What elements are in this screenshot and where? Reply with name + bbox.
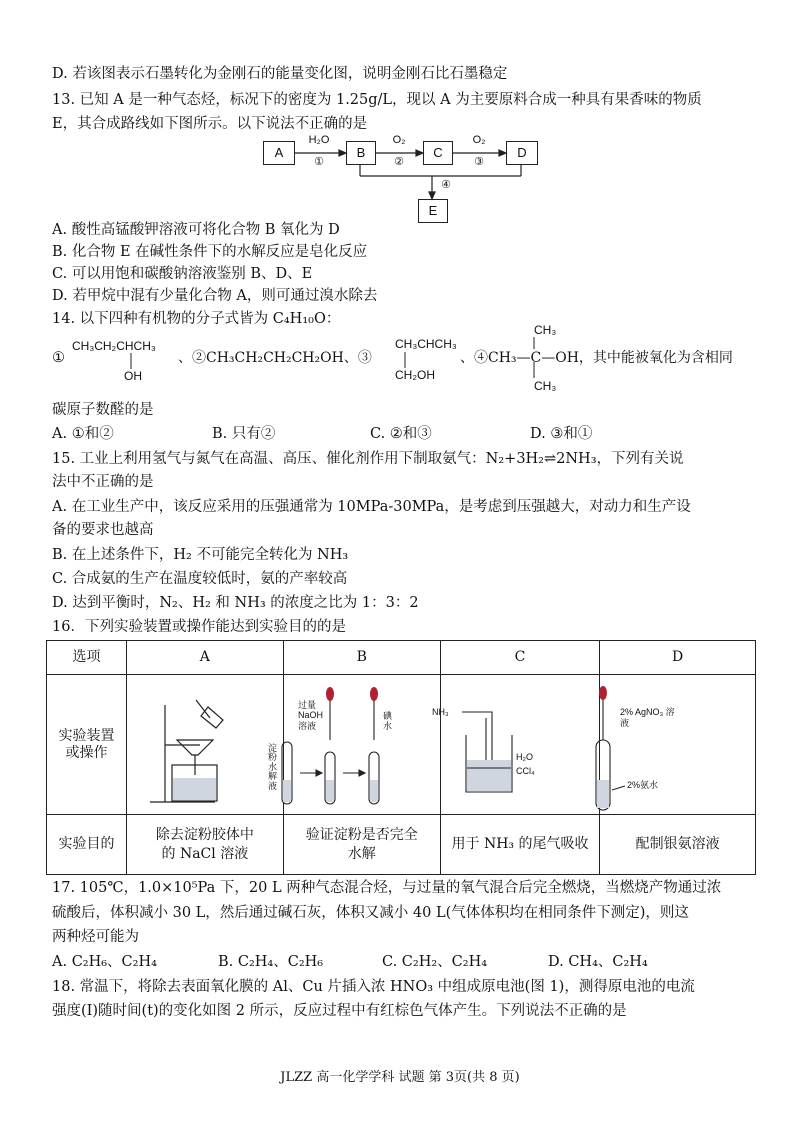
q14-tail: 碳原子数醛的是 bbox=[52, 402, 154, 418]
q14-struct-3-chain: CH₃CHCH₃ bbox=[395, 337, 457, 351]
b-label-iodine: 碘水 bbox=[383, 711, 393, 731]
flow-node-e: E bbox=[418, 199, 448, 223]
q17-option-c: C. C₂H₂、C₂H₄ bbox=[382, 954, 488, 970]
q14-option-c: C. ②和③ bbox=[370, 426, 432, 442]
q16-row2-label: 实验目的 bbox=[47, 815, 127, 875]
q15-stem-line2: 法中不正确的是 bbox=[52, 474, 154, 490]
q16-purpose-c: 用于 NH₃ 的尾气吸收 bbox=[440, 815, 600, 875]
q15-option-d: D. 达到平衡时，N₂、H₂ 和 NH₃ 的浓度之比为 1：3：2 bbox=[52, 595, 419, 611]
q16-header-c: C bbox=[440, 641, 600, 675]
q17-stem-line2: 硫酸后，体积减小 30 L，然后通过碱石灰，体积又减小 40 L(气体体积均在相同条件下测定)，则这 bbox=[52, 905, 689, 921]
q15-option-c: C. 合成氨的生产在温度较低时，氨的产率较高 bbox=[52, 571, 348, 587]
apparatus-c-beaker-icon bbox=[462, 712, 512, 792]
q16-header-d: D bbox=[600, 641, 756, 675]
c-label-ccl4: CCl₄ bbox=[516, 766, 535, 776]
q17-option-a: A. C₂H₆、C₂H₄ bbox=[52, 954, 157, 970]
page-footer: JLZZ 高一化学学科 试题 第 3页(共 8 页) bbox=[280, 1070, 520, 1085]
apparatus-b-tubes-icon bbox=[282, 687, 379, 804]
d-label-ammonia: 2%氨水 bbox=[627, 780, 659, 790]
q14-struct-1-chain: CH₃CH₂CHCH₃ bbox=[72, 339, 156, 353]
flow-node-d: D bbox=[506, 141, 538, 165]
apparatus-d-dropper-icon bbox=[596, 686, 625, 810]
q14-struct-1-oh: OH bbox=[124, 369, 142, 383]
q16-header-a: A bbox=[126, 641, 283, 675]
c-label-h2o: H₂O bbox=[516, 752, 533, 762]
q14-struct-4-ch3-bottom: CH₃ bbox=[534, 379, 557, 393]
apparatus-a-dialysis-icon bbox=[150, 700, 223, 802]
q14-option-d: D. ③和① bbox=[530, 426, 593, 442]
q15-option-b: B. 在上述条件下，H₂ 不可能完全转化为 NH₃ bbox=[52, 547, 349, 563]
q16-header-b: B bbox=[283, 641, 440, 675]
q16-purpose-b: 验证淀粉是否完全水解 bbox=[283, 815, 440, 875]
q17-stem-line3: 两种烃可能为 bbox=[52, 929, 139, 945]
q16-purpose-a: 除去淀粉胶体中的 NaCl 溶液 bbox=[126, 815, 283, 875]
q15-option-a: A. 在工业生产中，该反应采用的压强通常为 10MPa-30MPa，是考虑到压强越大，对动力和生产设 bbox=[52, 499, 691, 515]
q16-purpose-d: 配制银氨溶液 bbox=[600, 815, 756, 875]
d-label-agno3: 2% AgNO₃ 溶液 bbox=[620, 707, 675, 728]
q17-stem-line1: 17. 105℃，1.0×10⁵Pa 下，20 L 两种气态混合烃，与过量的氧气混合后完全燃烧，当燃烧产物通过浓 bbox=[52, 880, 722, 896]
q14-struct-1-number: ① bbox=[52, 350, 65, 366]
q13-option-a: A. 酸性高锰酸钾溶液可将化合物 B 氧化为 D bbox=[52, 222, 340, 238]
q15-option-a-cont: 备的要求也越高 bbox=[52, 522, 154, 538]
q17-option-d: D. CH₄、C₂H₄ bbox=[548, 954, 648, 970]
q13-option-c: C. 可以用饱和碳酸钠溶液鉴别 B、D、E bbox=[52, 266, 313, 282]
flow-reagent-3: O₂ bbox=[472, 134, 486, 146]
flow-step-4: ④ bbox=[441, 179, 451, 191]
q14-stem: 14. 以下四种有机物的分子式皆为 C₄H₁₀O： bbox=[52, 311, 341, 327]
q13-stem-line1: 13. 已知 A 是一种气态烃，标况下的密度为 1.25g/L，现以 A 为主要原料合成一种具有果香味的物质 bbox=[52, 92, 702, 108]
q16-stem: 16．下列实验装置或操作能达到实验目的的是 bbox=[52, 619, 346, 635]
flow-node-b: B bbox=[346, 141, 376, 165]
q14-struct-3-ch2oh: CH₂OH bbox=[395, 368, 435, 382]
q14-struct-2: 、②CH₃CH₂CH₂CH₂OH、③ bbox=[178, 350, 372, 366]
flow-node-a: A bbox=[263, 141, 295, 165]
q18-stem-line2: 强度(I)随时间(t)的变化如图 2 所示，反应过程中有红棕色气体产生。下列说法不正确的是 bbox=[52, 1003, 627, 1019]
q16-row1-label: 实验装置或操作 bbox=[47, 675, 127, 815]
b-label-naoh: 过量 NaOH 溶液 bbox=[298, 700, 324, 731]
q15-stem-line1: 15. 工业上利用氢气与氮气在高温、高压、催化剂作用下制取氨气：N₂+3H₂⇌2NH₃，下列有关说 bbox=[52, 451, 684, 467]
q14-struct-4: 、④CH₃—C—OH，其中能被氧化为含相同 bbox=[460, 350, 733, 366]
b-label-starch: 淀粉水解液 bbox=[268, 743, 278, 791]
flow-reagent-1: H₂O bbox=[308, 134, 330, 146]
q13-option-d: D. 若甲烷中混有少量化合物 A，则可通过溴水除去 bbox=[52, 288, 378, 304]
flow-reagent-2: O₂ bbox=[392, 134, 406, 146]
flow-step-1: ① bbox=[314, 156, 324, 168]
q14-option-a: A. ①和② bbox=[52, 426, 114, 442]
q13-option-b: B. 化合物 E 在碱性条件下的水解反应是皂化反应 bbox=[52, 244, 368, 260]
q14-option-b: B. 只有② bbox=[212, 426, 276, 442]
flow-step-2: ② bbox=[394, 156, 404, 168]
flow-node-c: C bbox=[423, 141, 453, 165]
q17-option-b: B. C₂H₄、C₂H₆ bbox=[218, 954, 324, 970]
q16-header-option: 选项 bbox=[47, 641, 127, 675]
q12-option-d: D. 若该图表示石墨转化为金刚石的能量变化图，说明金刚石比石墨稳定 bbox=[52, 66, 508, 82]
q14-struct-4-ch3-top: CH₃ bbox=[534, 323, 557, 337]
flow-step-3: ③ bbox=[474, 156, 484, 168]
c-label-nh3: NH₃ bbox=[432, 707, 449, 717]
q18-stem-line1: 18. 常温下，将除去表面氧化膜的 Al、Cu 片插入浓 HNO₃ 中组成原电池(图 1)，测得原电池的电流 bbox=[52, 979, 695, 995]
q13-stem-line2: E，其合成路线如下图所示。以下说法不正确的是 bbox=[52, 116, 368, 132]
